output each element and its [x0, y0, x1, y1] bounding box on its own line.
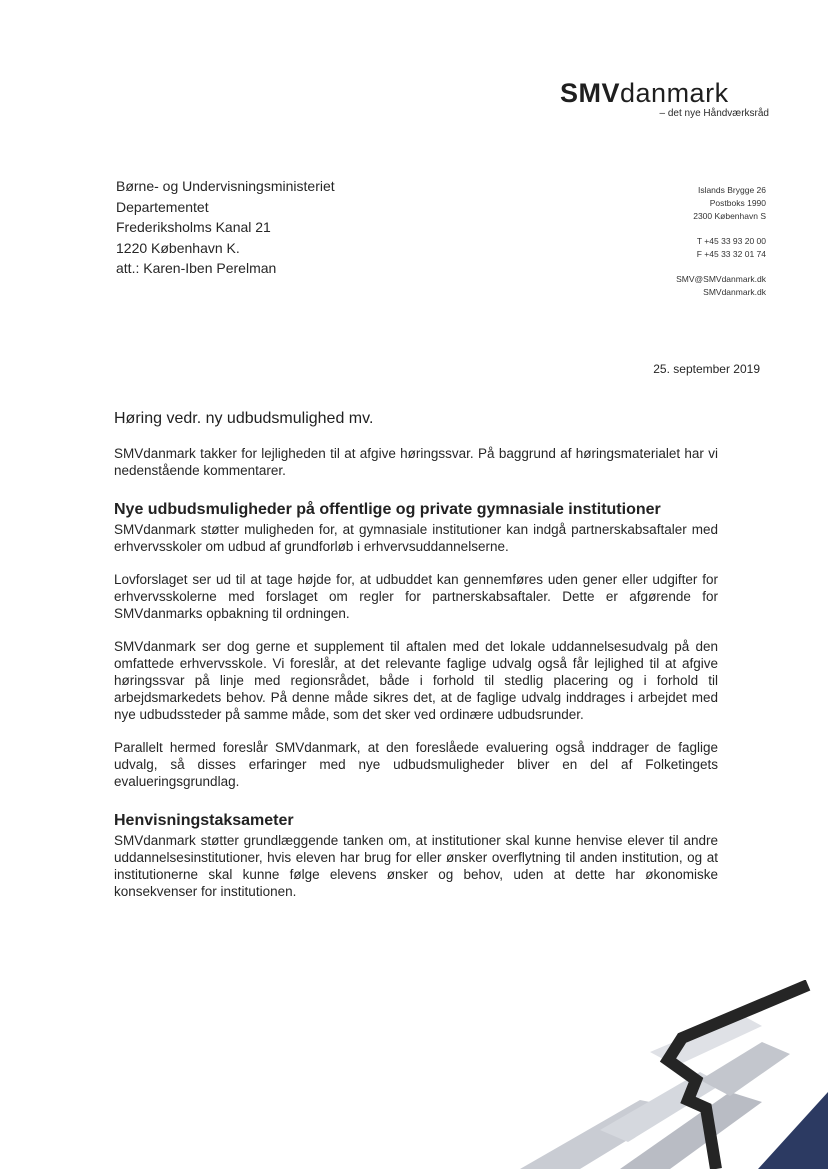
logo-brand-light: danmark [620, 78, 729, 108]
section-paragraph: SMVdanmark ser dog gerne et supplement til aftalen med det lokale uddannelsesudvalg på den omfattede erhvervsskole. Vi foreslår, at det relevante faglige udvalg også får lejlighed til at afgive høringssvar på linje med regionsrådet, både i forhold til stedlig placering og i forhold til arbejdsmarkedets behov. På denne måde sikres det, at de faglige udvalg inddrages i arbejdet med nye udbudssteder på samme måde, som det sker ved ordinære udbudsrunder. [114, 639, 718, 722]
letter-date: 25. september 2019 [653, 362, 760, 376]
sender-contact-block [676, 184, 766, 299]
sender-address-line: Islands Brygge 26 [697, 185, 766, 195]
section-paragraph: Lovforslaget ser ud til at tage højde for, at udbuddet kan gennemføres uden gener eller udgifter for erhvervsskolerne med forslaget om regler for partnerskabsaftaler. Dette er afgørende for SMVdanmarks opbakning til ordningen. [114, 572, 718, 621]
recipient-line: Børne- og Undervisningsministeriet [116, 178, 335, 194]
deco-navy-triangle [758, 1092, 828, 1169]
smvdanmark-logo [560, 78, 775, 119]
intro-paragraph: SMVdanmark takker for lejligheden til at afgive høringssvar. På baggrund af høringsmaterialet har vi nedenstående kommentarer. [114, 446, 718, 478]
recipient-line: 1220 København K. [116, 239, 240, 256]
section-heading: Henvisningstaksameter [114, 812, 294, 829]
sender-email: SMV@SMVdanmark.dk [676, 274, 766, 284]
decorative-graphic [500, 980, 828, 1169]
section-heading: Nye udbudsmuligheder på offentlige og private gymnasiale institutioner [114, 501, 661, 518]
recipient-line: att.: Karen-Iben Perelman [116, 260, 277, 276]
letter-body [114, 410, 718, 916]
recipient-line: Frederiksholms Kanal 21 [116, 219, 271, 235]
logo-wordmark [560, 78, 775, 108]
section-paragraph: SMVdanmark støtter grundlæggende tanken om, at institutioner skal kunne henvise elever til andre uddannelsesinstitutioner, hvis eleven har brug for eller ønsker overflytning til anden institution, og at institutionerne skal kunne følge elevens ønsker og behov, uden at dette har økonomiske konsekvenser for institutionen. [114, 833, 718, 899]
sender-address-line: 2300 København S [693, 211, 766, 221]
section-paragraph: SMVdanmark støtter muligheden for, at gymnasiale institutioner kan indgå partnerskabsaftaler med erhvervsskoler om udbud af grundforløb i erhvervsuddannelserne. [114, 522, 718, 554]
recipient-address [116, 176, 335, 279]
recipient-line: Departementet [116, 198, 209, 215]
sender-web: SMVdanmark.dk [703, 287, 766, 297]
logo-tagline: – det nye Håndværksråd [659, 108, 769, 119]
sender-address-line: Postboks 1990 [709, 198, 766, 208]
section-paragraph: Parallelt hermed foreslår SMVdanmark, at den foreslåede evaluering også inddrager de faglige udvalg, så disses erfaringer med nye udbudsmuligheder bliver en del af Folketingets evalueringsgrundlag. [114, 740, 718, 789]
letter-title: Høring vedr. ny udbudsmulighed mv. [114, 410, 374, 427]
sender-fax: F +45 33 32 01 74 [696, 249, 766, 259]
logo-brand-bold: SMV [560, 78, 621, 108]
sender-phone: T +45 33 93 20 00 [696, 236, 766, 246]
